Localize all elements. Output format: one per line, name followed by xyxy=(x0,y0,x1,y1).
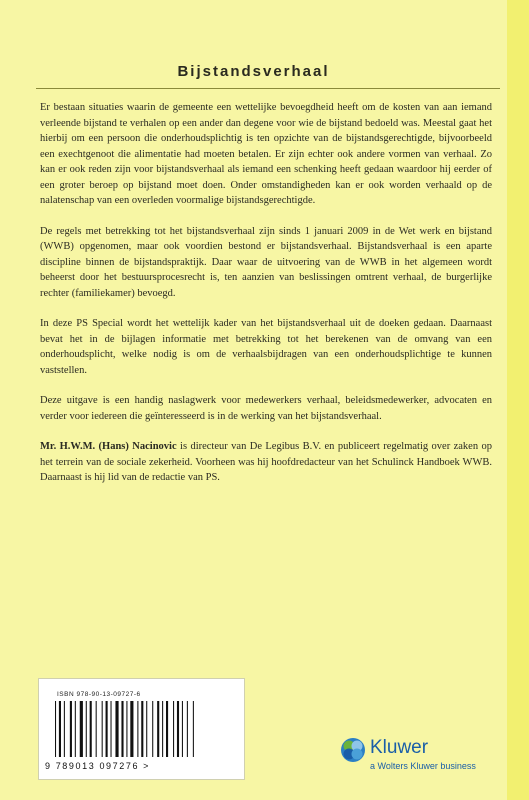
blurb-paragraph-1: Er bestaan situaties waarin de gemeente een wettelijke bevoegdheid heeft om de kosten van aan iemand verleende bijstand te verhalen op een ander dan degene voor wie de bijstand bedoeld was. Meestal gaat het hierbij om een persoon die onderhoudsplichtig is ten opzichte van de bijstandsgerechtigde, bijvoorbeeld een exechtgenoot die alimentatie had moeten betalen. Er zijn echter ook andere vormen van verhaal. Zo kan er ook reden zijn voor bijstandsverhaal als iemand een schenking heeft gedaan waardoor hij eerder of een groter beroep op bijstand moet doen. Onder omstandigheden kan er ook worden verhaald op de nalatenschap van een overleden voormalige bijstandsgerechtigde. xyxy=(40,102,492,206)
book-title: Bijstandsverhaal xyxy=(177,63,330,80)
isbn-text: ISBN 978-90-13-09727-6 xyxy=(57,691,141,698)
publisher-tagline: a Wolters Kluwer business xyxy=(370,761,476,771)
cover-spine-edge xyxy=(507,0,529,800)
kluwer-logo-icon xyxy=(340,737,366,763)
publisher-logo xyxy=(340,735,500,780)
title-divider xyxy=(36,88,500,89)
blurb-paragraph-4: Deze uitgave is een handig naslagwerk voor medewerkers verhaal, beleidsmedewerker, advocaten en verder voor iedereen die geïnteresseerd is in de werking van het bijstandsverhaal. xyxy=(40,395,492,422)
barcode-digits: 9 789013 097276 > xyxy=(45,761,151,771)
publisher-name: Kluwer xyxy=(370,737,429,758)
author-bio xyxy=(40,439,492,486)
author-name: Mr. H.W.M. (Hans) Nacinovic xyxy=(40,441,177,452)
blurb-paragraph-2: De regels met betrekking tot het bijstandsverhaal zijn sinds 1 januari 2009 in de Wet werk en bijstand (WWB) opgenomen, maar ook voordien bestond er bijstandsverhaal. Bijstandsverhaal is een aparte discipline binnen de bijstandspraktijk. Daar waar de uitvoering van de WWB in het algemeen wordt beheerst door het bestuursprocesrecht is, ten aanzien van beslissingen omtrent verhaal, de burgerlijke rechter (familiekamer) bevoegd. xyxy=(40,225,492,299)
author-bio-text: is directeur van De Legibus B.V. en publiceert regelmatig over zaken op het terrein van de sociale zekerheid. Voorheen was hij hoofdredacteur van het Schulinck Handboek WWB. Daarnaast is hij lid van de redactie van PS. xyxy=(40,441,493,483)
barcode-label xyxy=(38,678,245,780)
barcode-icon xyxy=(55,701,230,757)
blurb xyxy=(40,100,492,501)
blurb-paragraph-3: In deze PS Special wordt het wettelijk kader van het bijstandsverhaal uit de doeken gedaan. Daarnaast bevat het in de bijlagen informatie met betrekking tot het berekenen van de omvang van een onderhoudsplicht, welke nodig is om de verhaalsbijdragen van een onderhoudsplichtige te kunnen vaststellen. xyxy=(40,318,492,376)
